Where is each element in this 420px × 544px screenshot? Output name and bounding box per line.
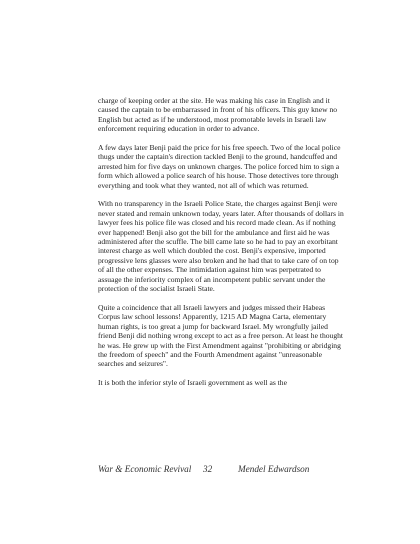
footer-book-title: War & Economic Revival [98, 464, 192, 474]
footer-page-number: 32 [203, 464, 213, 474]
paragraph: Quite a coincidence that all Israeli lawyers and judges missed their Habeas Corpus law school lessons! Apparently, 1215 AD Magna Carta, elementary human rights, is too great a jump for backward Israel. My wrongfully jailed friend Benji did nothing wrong except to act as a free person. At least he thought he was. He grew up with the First Amendment against "prohibiting or abridging the freedom of speech" and the Fourth Amendment against "unreasonable searches and seizures". [98, 302, 344, 369]
footer-author: Mendel Edwardson [238, 464, 310, 474]
paragraph: With no transparency in the Israeli Police State, the charges against Benji were never stated and remain unknown today, years later. After thousands of dollars in lawyer fees his police file was closed and his record made clean. As if nothing ever happened! Benji also got the bill for the ambulance and first aid he was administered after the scuffle. The bill came late so he had to pay an exorbitant interest charge as well which doubled the cost. Benji's expensive, imported progressive lens glasses were also broken and he had that to take care of on top of all the other expenses. The intimidation against him was perpetrated to assuage the inferiority complex of an incompetent public servant under the protection of the socialist Israeli State. [98, 199, 344, 294]
paragraph: A few days later Benji paid the price for his free speech. Two of the local police thugs under the captain's direction tackled Benji to the ground, handcuffed and arrested him for five days on unknown charges. The police forced him to sign a form which allowed a police search of his house. Those detectives tore through everything and took what they wanted, not all of which was returned. [98, 143, 341, 190]
body-text [98, 96, 344, 397]
page-footer [98, 464, 346, 476]
paragraph: charge of keeping order at the site. He was making his case in English and it caused the captain to be embarrassed in front of his officers. This guy knew no English but acted as if he understood, most promotable levels in Israeli law enforcement requiring education in order to advance. [98, 96, 338, 134]
paragraph: It is both the inferior style of Israeli government as well as the [98, 378, 287, 388]
